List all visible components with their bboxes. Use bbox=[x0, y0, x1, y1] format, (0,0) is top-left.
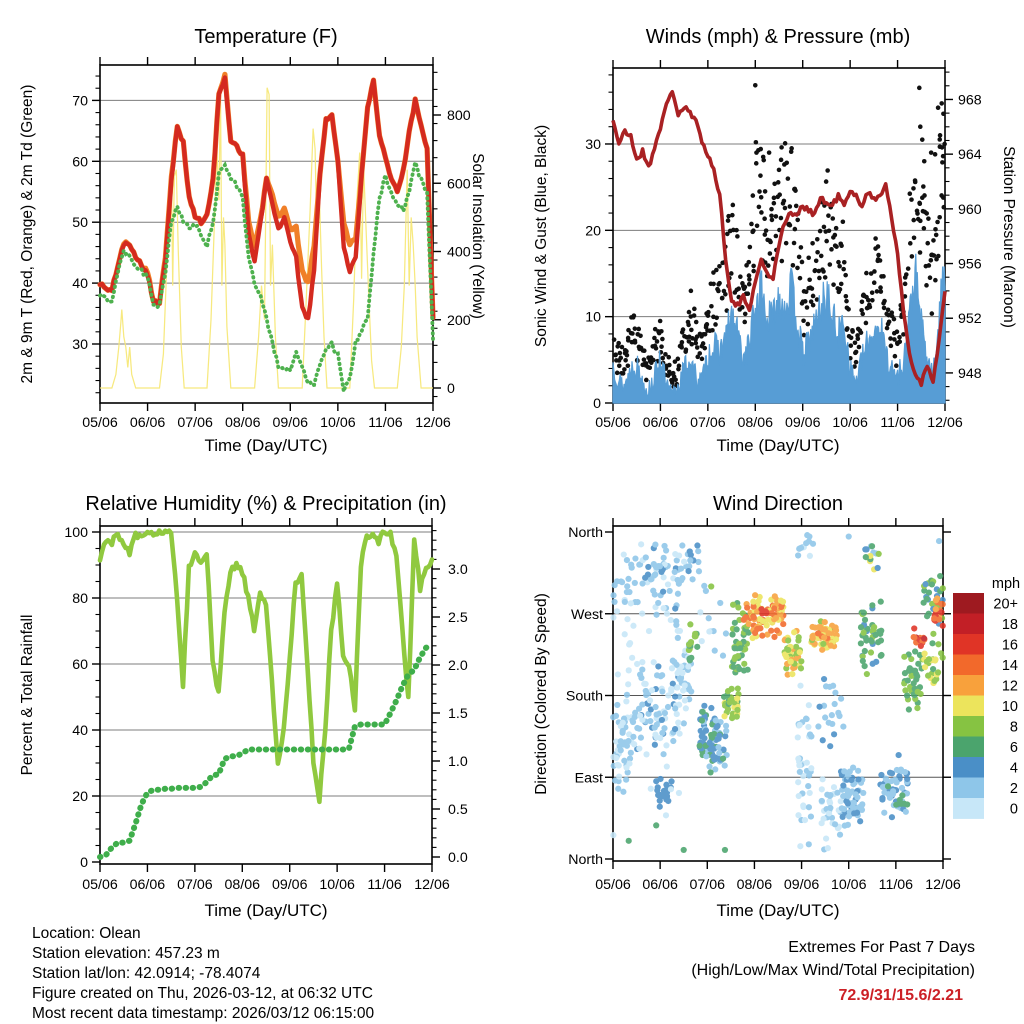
y-tick-label-right: 400 bbox=[447, 244, 471, 261]
colorbar-label: 16 bbox=[1001, 637, 1018, 654]
y-tick-label-right: 968 bbox=[958, 92, 982, 109]
y-tick-label-right: 1.5 bbox=[448, 706, 468, 722]
y-tick-label-left: 20 bbox=[585, 223, 601, 240]
colorbar-label: 12 bbox=[1001, 678, 1018, 695]
x-tick-label: 12/06 bbox=[415, 415, 451, 431]
speed-colorbar bbox=[953, 593, 1018, 819]
panel-wind-direction bbox=[566, 518, 961, 893]
panel4-xlabel: Time (Day/UTC) bbox=[716, 901, 840, 920]
colorbar-label: 0 bbox=[1009, 801, 1018, 818]
panel1-ylabel-left: 2m & 9m T (Red, Orange) & 2m Td (Green) bbox=[19, 84, 36, 384]
colorbar-title: mph bbox=[991, 576, 1021, 592]
x-tick-label: 05/06 bbox=[82, 415, 118, 431]
colorbar-label: 20+ bbox=[993, 596, 1018, 613]
series-wind-direction-dots bbox=[610, 532, 946, 853]
direction-tick-label: East bbox=[574, 770, 603, 787]
panel3-xlabel: Time (Day/UTC) bbox=[204, 901, 328, 920]
y-tick-label-right: 964 bbox=[958, 147, 982, 164]
direction-tick-label: North bbox=[568, 525, 603, 542]
direction-tick-label: West bbox=[570, 606, 603, 623]
y-tick-label-right: 956 bbox=[958, 256, 982, 273]
x-tick-label: 12/06 bbox=[414, 877, 450, 893]
x-tick-label: 08/06 bbox=[737, 415, 774, 431]
panel-winds-pressure bbox=[585, 60, 982, 431]
x-tick-label: 05/06 bbox=[82, 877, 118, 893]
x-tick-label: 07/06 bbox=[690, 415, 726, 431]
colorbar-label: 6 bbox=[1009, 739, 1018, 756]
y-tick-label-left: 50 bbox=[72, 215, 88, 232]
colorbar-label: 8 bbox=[1009, 719, 1018, 736]
y-tick-label-right: 200 bbox=[447, 312, 471, 329]
x-tick-label: 05/06 bbox=[595, 877, 631, 893]
series-sonic-wind bbox=[613, 254, 945, 403]
x-tick-label: 11/06 bbox=[880, 415, 915, 431]
x-tick-label: 11/06 bbox=[368, 415, 403, 431]
y-tick-label-right: 2.5 bbox=[448, 610, 468, 626]
y-tick-label-left: 40 bbox=[72, 723, 88, 739]
extremes-title: Extremes For Past 7 Days bbox=[788, 939, 975, 956]
colorbar-label: 4 bbox=[1009, 760, 1018, 777]
panel3-title: Relative Humidity (%) & Precipitation (in) bbox=[85, 493, 447, 515]
y-tick-label-left: 40 bbox=[72, 276, 88, 293]
y-tick-label-right: 800 bbox=[447, 108, 471, 124]
extremes-subtitle: (High/Low/Max Wind/Total Precipitation) bbox=[691, 962, 975, 979]
footer-timestamp: Most recent data timestamp: 2026/03/12 06:15:00 bbox=[32, 1005, 375, 1022]
y-tick-label-right: 0.5 bbox=[448, 802, 468, 818]
extremes-values: 72.9/31/15.6/2.21 bbox=[838, 987, 963, 1004]
y-tick-label-right: 960 bbox=[958, 201, 982, 218]
x-tick-label: 08/06 bbox=[224, 877, 261, 893]
x-tick-label: 09/06 bbox=[784, 415, 821, 431]
y-tick-label-left: 80 bbox=[72, 591, 88, 607]
panel2-ylabel-right: Station Pressure (Maroon) bbox=[1000, 146, 1017, 328]
x-tick-label: 09/06 bbox=[783, 877, 820, 893]
x-tick-label: 09/06 bbox=[271, 877, 308, 893]
panel1-ylabel-right: Solar Insolation (Yellow) bbox=[469, 153, 486, 319]
x-tick-label: 06/06 bbox=[129, 877, 166, 893]
y-tick-label-left: 10 bbox=[585, 309, 601, 326]
direction-tick-label: North bbox=[568, 852, 603, 868]
y-tick-label-left: 60 bbox=[72, 657, 88, 673]
x-tick-label: 06/06 bbox=[129, 415, 166, 431]
y-tick-label-right: 948 bbox=[958, 365, 982, 382]
x-tick-label: 07/06 bbox=[177, 415, 213, 431]
footer-created: Figure created on Thu, 2026-03-12, at 06:32 UTC bbox=[32, 985, 373, 1002]
panel2-ylabel-left: Sonic Wind & Gust (Blue, Black) bbox=[533, 124, 550, 348]
x-tick-label: 11/06 bbox=[878, 877, 914, 893]
panel-temperature bbox=[72, 57, 471, 431]
x-tick-label: 05/06 bbox=[595, 415, 631, 431]
x-tick-label: 09/06 bbox=[272, 415, 309, 431]
x-tick-label: 10/06 bbox=[832, 415, 868, 431]
panel4-title: Wind Direction bbox=[712, 493, 844, 515]
y-tick-label-right: 0 bbox=[447, 381, 455, 397]
colorbar-label: 14 bbox=[1001, 657, 1018, 674]
y-tick-label-left: 30 bbox=[585, 136, 601, 153]
x-tick-label: 08/06 bbox=[224, 415, 261, 431]
panel1-title: Temperature (F) bbox=[194, 26, 338, 48]
y-tick-label-right: 3.0 bbox=[448, 562, 468, 578]
y-tick-label-left: 0 bbox=[80, 855, 88, 871]
y-tick-label-right: 0.0 bbox=[448, 850, 468, 866]
series-solar-insolation bbox=[100, 88, 433, 388]
series-relative-humidity bbox=[100, 531, 432, 802]
y-tick-label-right: 600 bbox=[447, 176, 471, 193]
y-tick-label-left: 60 bbox=[72, 154, 88, 171]
footer-latlon: Station lat/lon: 42.0914; -78.4074 bbox=[32, 965, 261, 982]
direction-tick-label: South bbox=[565, 688, 603, 705]
x-tick-label: 08/06 bbox=[736, 877, 773, 893]
panel3-ylabel-left: Percent & Total Rainfall bbox=[19, 614, 36, 776]
colorbar-label: 18 bbox=[1001, 616, 1018, 633]
x-tick-label: 07/06 bbox=[689, 877, 726, 893]
panel2-xlabel: Time (Day/UTC) bbox=[716, 436, 840, 455]
x-tick-label: 10/06 bbox=[830, 877, 867, 893]
colorbar-label: 10 bbox=[1001, 698, 1018, 715]
x-tick-label: 06/06 bbox=[642, 877, 678, 893]
x-tick-label: 12/06 bbox=[927, 415, 963, 431]
x-tick-label: 11/06 bbox=[367, 877, 402, 893]
series-total-rainfall bbox=[100, 645, 432, 857]
x-tick-label: 07/06 bbox=[177, 877, 213, 893]
y-tick-label-left: 30 bbox=[72, 337, 88, 353]
panel2-title: Winds (mph) & Pressure (mb) bbox=[645, 26, 911, 48]
footer-elevation: Station elevation: 457.23 m bbox=[32, 945, 220, 962]
y-tick-label-left: 100 bbox=[64, 525, 88, 541]
y-tick-label-right: 1.0 bbox=[448, 754, 468, 770]
panel-humidity-precip bbox=[64, 518, 468, 893]
footer-location: Location: Olean bbox=[32, 925, 141, 942]
panel1-xlabel: Time (Day/UTC) bbox=[204, 436, 328, 455]
y-tick-label-left: 20 bbox=[72, 789, 88, 805]
y-tick-label-left: 0 bbox=[593, 396, 601, 412]
x-tick-label: 12/06 bbox=[925, 877, 961, 893]
x-tick-label: 06/06 bbox=[642, 415, 679, 431]
x-tick-label: 10/06 bbox=[320, 415, 356, 431]
y-tick-label-right: 2.0 bbox=[448, 658, 468, 674]
y-tick-label-right: 952 bbox=[958, 311, 982, 328]
y-tick-label-left: 70 bbox=[72, 93, 88, 110]
colorbar-label: 2 bbox=[1009, 780, 1018, 797]
panel4-ylabel-left: Direction (Colored By Speed) bbox=[533, 593, 550, 795]
x-tick-label: 10/06 bbox=[319, 877, 355, 893]
